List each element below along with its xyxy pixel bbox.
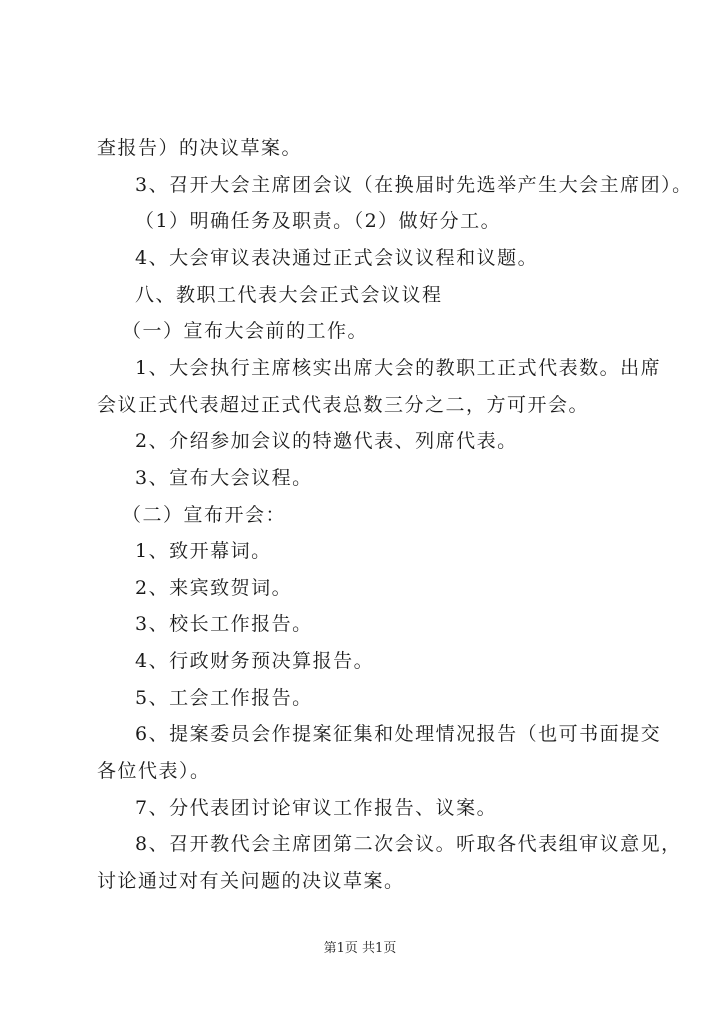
text-line: 查报告）的决议草案。 xyxy=(97,137,303,159)
text-line: 各位代表）。 xyxy=(97,760,211,782)
text-line: 5、工会工作报告。 xyxy=(135,687,313,709)
page-footer: 第1页 共1页 xyxy=(323,941,397,956)
text-line: 3、召开大会主席团会议（在换届时先选举产生大会主席团）。 xyxy=(135,174,693,196)
subsection-heading: （二）宣布开会： xyxy=(122,504,287,526)
text-line: 4、行政财务预决算报告。 xyxy=(135,650,375,672)
text-line: 1、致开幕词。 xyxy=(135,540,272,562)
text-line: 8、召开教代会主席团第二次会议。听取各代表组审议意见， xyxy=(135,833,682,855)
text-line: 讨论通过对有关问题的决议草案。 xyxy=(97,870,405,892)
text-line: 会议正式代表超过正式代表总数三分之二，方可开会。 xyxy=(97,394,590,416)
text-line: 6、提案委员会作提案征集和处理情况报告（也可书面提交 xyxy=(135,723,662,745)
text-line: 3、校长工作报告。 xyxy=(135,613,313,635)
text-line: 4、大会审议表决通过正式会议议程和议题。 xyxy=(135,247,539,269)
subsection-heading: （一）宣布大会前的工作。 xyxy=(122,320,369,342)
text-line: 2、来宾致贺词。 xyxy=(135,577,293,599)
text-line: 3、宣布大会议程。 xyxy=(135,467,313,489)
text-line: 7、分代表团讨论审议工作报告、议案。 xyxy=(135,797,498,819)
text-line: 2、介绍参加会议的特邀代表、列席代表。 xyxy=(135,430,518,452)
text-line: 1、大会执行主席核实出席大会的教职工正式代表数。出席 xyxy=(135,357,662,379)
text-line: （1）明确任务及职责。（2）做好分工。 xyxy=(135,210,502,232)
section-heading: 八、教职工代表大会正式会议议程 xyxy=(135,284,443,306)
